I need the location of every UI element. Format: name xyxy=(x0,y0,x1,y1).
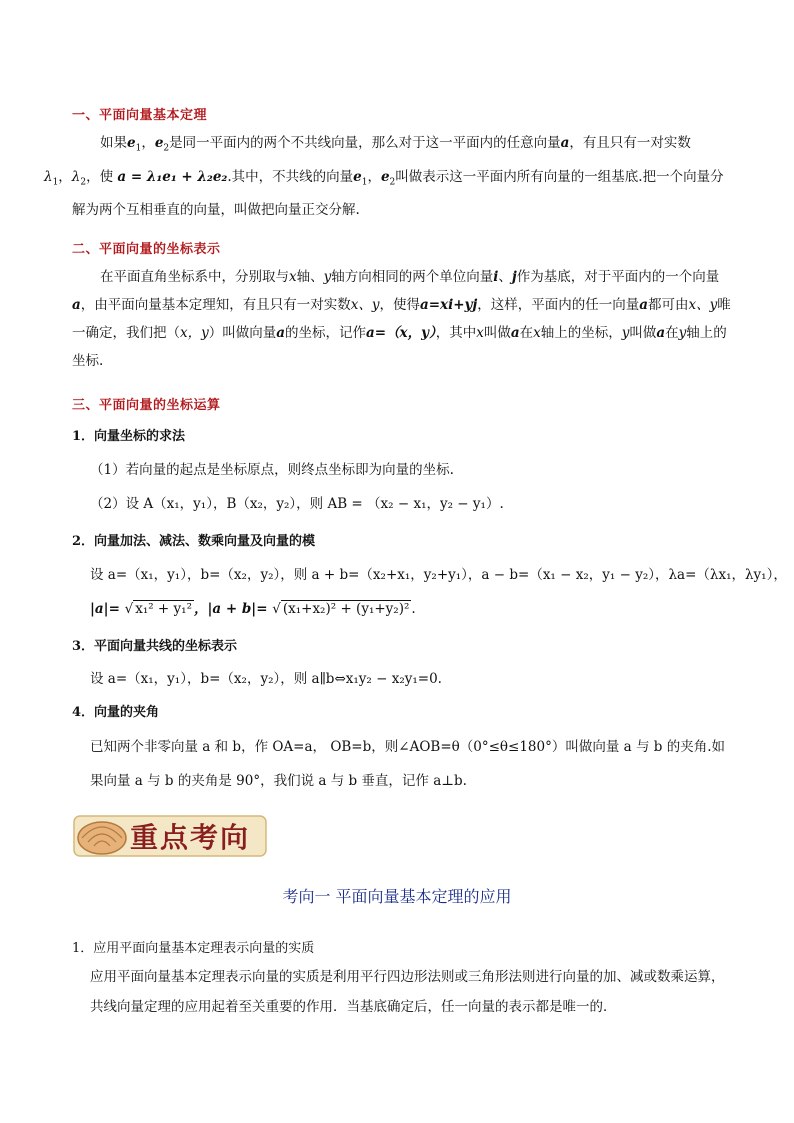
section-heading-3: 三、平面向量的坐标运算 xyxy=(72,398,221,413)
sqrt-expression-1: x₁² + y₁² xyxy=(135,601,192,617)
key-directions-banner xyxy=(72,810,268,862)
section-heading-2: 二、平面向量的坐标表示 xyxy=(72,242,221,257)
text-line-ab-vector: （2）设 A（x₁，y₁），B（x₂，y₂），则 AB = （x₂ − x₁，y₂ − y₁）. xyxy=(90,496,504,512)
text-line-origin: （1）若向量的起点是坐标原点，则终点坐标即为向量的坐标. xyxy=(90,462,454,478)
paragraph-angle: 已知两个非零向量 a 和 b，作 OA=a， OB=b，则∠AOB=θ（0°≤θ≤180°）叫做向量 a 与 b 的夹角.如果向量 a 与 b 的夹角是 90°，我们说 a 与 b 垂直，记作 a⊥b. xyxy=(90,739,726,789)
direction-heading-1: 考向一 平面向量基本定理的应用 xyxy=(282,887,512,906)
paragraph-coordinate-representation: 在平面直角坐标系中，分别取与x轴、y轴方向相同的两个单位向量i、j作为基底，对于平面内的一个向量a，由平面向量基本定理知，有且只有一对实数x、y，使得a=xi+yj，这样，平面内的任一向量a都可由x、y唯一确定，我们把（x，y）叫做向量a的坐标，记作a=（x，y），其中x叫做a在x轴上的坐标，y叫做a在y轴上的坐标. xyxy=(72,269,731,369)
subheading-collinear: 3．平面向量共线的坐标表示 xyxy=(72,639,238,654)
sqrt-expression-2: (x₁+x₂)² + (y₁+y₂)² xyxy=(282,601,410,617)
shell-icon xyxy=(78,822,126,854)
subheading-coordinate-method: 1．向量坐标的求法 xyxy=(72,429,186,444)
subheading-application: 1．应用平面向量基本定理表示向量的实质 xyxy=(72,941,315,956)
subheading-operations: 2．向量加法、减法、数乘向量及向量的模 xyxy=(72,534,316,549)
text-line-collinear: 设 a=（x₁，y₁），b=（x₂，y₂），则 a∥b⇔x₁y₂ − x₂y₁=0. xyxy=(90,671,442,687)
paragraph-basic-theorem: 如果$e_1$，$e_2$是同一平面内的两个不共线向量，那么对于这一平面内的任意向量a，有且只有一对实数 $\lambda_1$，$\lambda_2$，使 a = λ₁e₁ + λ₂e₂.其中，不共线的向量$e_1$，$e_2$叫做表示这一平面内所有向量的一组基底.把一个向量分解为两个互相垂直的向量，叫做把向量正交分解. xyxy=(44,135,724,219)
subheading-angle: 4．向量的夹角 xyxy=(72,705,160,720)
section-heading-1: 一、平面向量基本定理 xyxy=(72,108,208,123)
basis-formula: a = λ₁e₁ + λ₂e₂ xyxy=(117,168,228,185)
text-line-add-sub: 设 a=（x₁，y₁），b=（x₂，y₂），则 a + b=（x₂+x₁，y₂+y₁），a − b=（x₁ − x₂，y₁ − y₂），λa=（λx₁，λy₁）， xyxy=(90,567,787,583)
paragraph-application: 应用平面向量基本定理表示向量的实质是利用平行四边形法则或三角形法则进行向量的加、减或数乘运算，共线向量定理的应用起着至关重要的作用．当基底确定后，任一向量的表示都是唯一的． xyxy=(90,969,725,1015)
banner-title: 重点考向 xyxy=(130,821,251,854)
text-line-modulus: |a|= √ x₁² + y₁² ，|a + b|= √ (x₁+x₂)² + (y₁+y₂)² . xyxy=(90,601,416,617)
